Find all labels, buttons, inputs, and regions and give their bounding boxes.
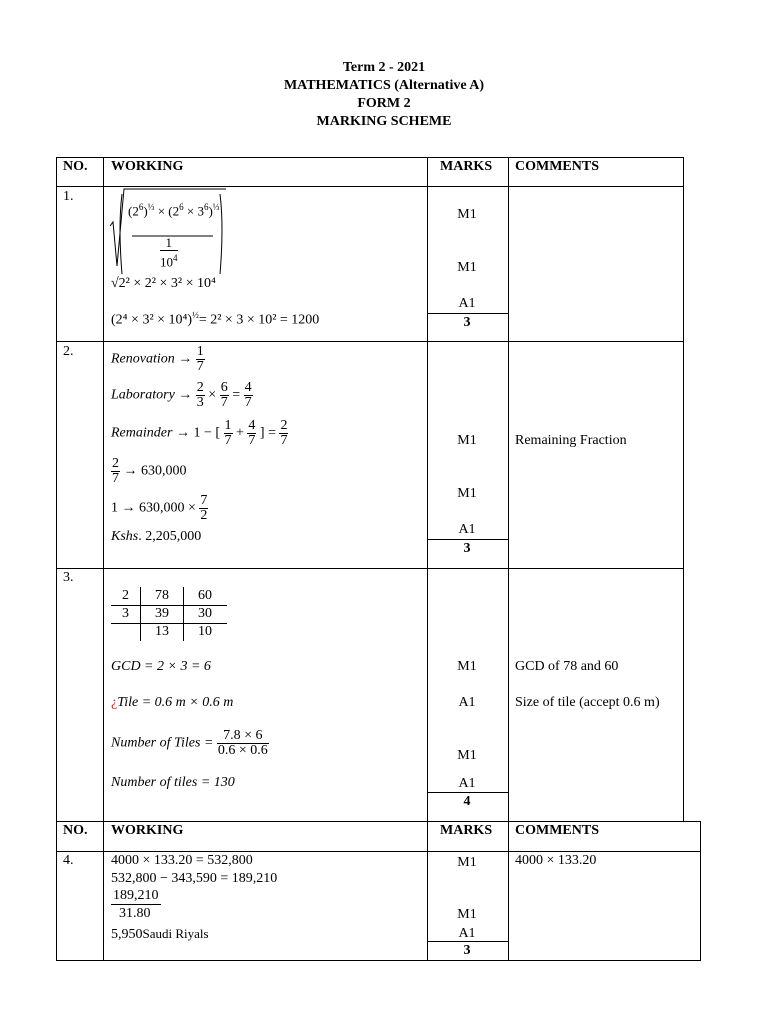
col-header-marks-2: MARKS bbox=[440, 823, 493, 838]
q2-mark-2: M1 bbox=[457, 486, 477, 501]
q1-root-expression: $(2^6)^{\frac{1}{3}} \times (2^6 \times 3^6)^{\frac{1}{3}}$ 1 $10^4$ bbox=[108, 186, 233, 276]
q3-number-of-tiles: Number of Tiles = $\frac{7.8 \times 6}{0.6 \times 0.6}$ bbox=[111, 728, 268, 758]
q3-gcd: GCD = 2 × 3 = 6 bbox=[111, 659, 211, 674]
q1-mark-2: M1 bbox=[457, 260, 477, 275]
q4-comment: 4000 × 133.20 bbox=[515, 853, 597, 868]
col-header-comments-2: COMMENTS bbox=[515, 823, 599, 838]
q3-mark-4: A1 bbox=[458, 776, 476, 791]
div-cell: 30 bbox=[198, 606, 212, 621]
q4-result: 5,950Saudi Riyals bbox=[111, 926, 209, 942]
div-cell: 78 bbox=[155, 588, 169, 603]
q2-laboratory: Laboratory → $\frac{2}{3}$ × $\frac{6}{7}$ = $\frac{4}{7}$ bbox=[111, 380, 252, 410]
q4-mark-2: M1 bbox=[457, 907, 477, 922]
div-cell: 10 bbox=[198, 624, 212, 639]
col-header-working-2: WORKING bbox=[111, 823, 184, 838]
div-cell: 13 bbox=[155, 624, 169, 639]
q4-number: 4. bbox=[63, 853, 74, 868]
q4-total: 3 bbox=[463, 943, 471, 958]
div-cell: 39 bbox=[155, 606, 169, 621]
q2-total: 3 bbox=[463, 541, 471, 556]
q3-mark-1: M1 bbox=[457, 659, 477, 674]
q2-answer: Kshs. 2,205,000 bbox=[111, 529, 202, 544]
col-header-no-2: NO. bbox=[63, 823, 88, 838]
q4-mark-3: A1 bbox=[458, 926, 476, 941]
q4-fraction: 189,210 31.80 bbox=[113, 888, 159, 921]
q1-line3: $(2^4 \times 3^2 \times 10^4)^{\frac{1}{2}}= 2^2 \times 3 \times 10^2 = 1200$ bbox=[111, 310, 320, 328]
col-header-marks: MARKS bbox=[440, 159, 493, 174]
q3-tile-size: ¿Tile = 0.6 m × 0.6 m bbox=[111, 695, 234, 710]
q1-line2: √2² × 2² × 3² × 10⁴ bbox=[111, 276, 216, 291]
q2-renovation: Renovation → $\frac{1}{7}$ bbox=[111, 344, 204, 374]
q3-mark-3: M1 bbox=[457, 748, 477, 763]
col-header-comments: COMMENTS bbox=[515, 159, 599, 174]
q2-comment: Remaining Fraction bbox=[515, 433, 627, 448]
col-header-no: NO. bbox=[63, 159, 88, 174]
doc-form: FORM 2 bbox=[357, 96, 411, 111]
q4-line2: 532,800 − 343,590 = 189,210 bbox=[111, 871, 278, 886]
doc-term: Term 2 - 2021 bbox=[342, 60, 426, 75]
q3-mark-2: A1 bbox=[458, 695, 476, 710]
q4-line1: 4000 × 133.20 = 532,800 bbox=[111, 853, 253, 868]
col-header-working: WORKING bbox=[111, 159, 184, 174]
doc-subject: MATHEMATICS (Alternative A) bbox=[283, 78, 485, 93]
doc-title: MARKING SCHEME bbox=[316, 114, 452, 129]
q3-tiles-result: Number of tiles = 130 bbox=[111, 775, 235, 790]
div-cell: 3 bbox=[122, 606, 129, 621]
div-cell: 2 bbox=[122, 588, 129, 603]
q1-mark-1: M1 bbox=[457, 207, 477, 222]
q2-fraction-amount: $\frac{2}{7}$ → 630,000 bbox=[112, 456, 187, 486]
q2-number: 2. bbox=[63, 344, 74, 359]
q2-mark-3: A1 bbox=[458, 522, 476, 537]
q3-comment-2: Size of tile (accept 0.6 m) bbox=[515, 695, 660, 710]
q2-mark-1: M1 bbox=[457, 433, 477, 448]
q2-whole: 1 → 630,000 × $\frac{7}{2}$ bbox=[111, 493, 208, 523]
q1-number: 1. bbox=[63, 189, 74, 204]
q2-remainder: Remainder → 1 − [ $\frac{1}{7}$ + $\frac{4}{7}$ ] = $\frac{2}{7}$ bbox=[111, 418, 288, 448]
q3-division-table bbox=[111, 587, 231, 643]
q3-total: 4 bbox=[463, 794, 471, 809]
q1-total: 3 bbox=[463, 315, 471, 330]
q3-comment-1: GCD of 78 and 60 bbox=[515, 659, 619, 674]
q1-mark-3: A1 bbox=[458, 296, 476, 311]
q4-mark-1: M1 bbox=[457, 855, 477, 870]
q3-number: 3. bbox=[63, 570, 74, 585]
div-cell: 60 bbox=[198, 588, 212, 603]
